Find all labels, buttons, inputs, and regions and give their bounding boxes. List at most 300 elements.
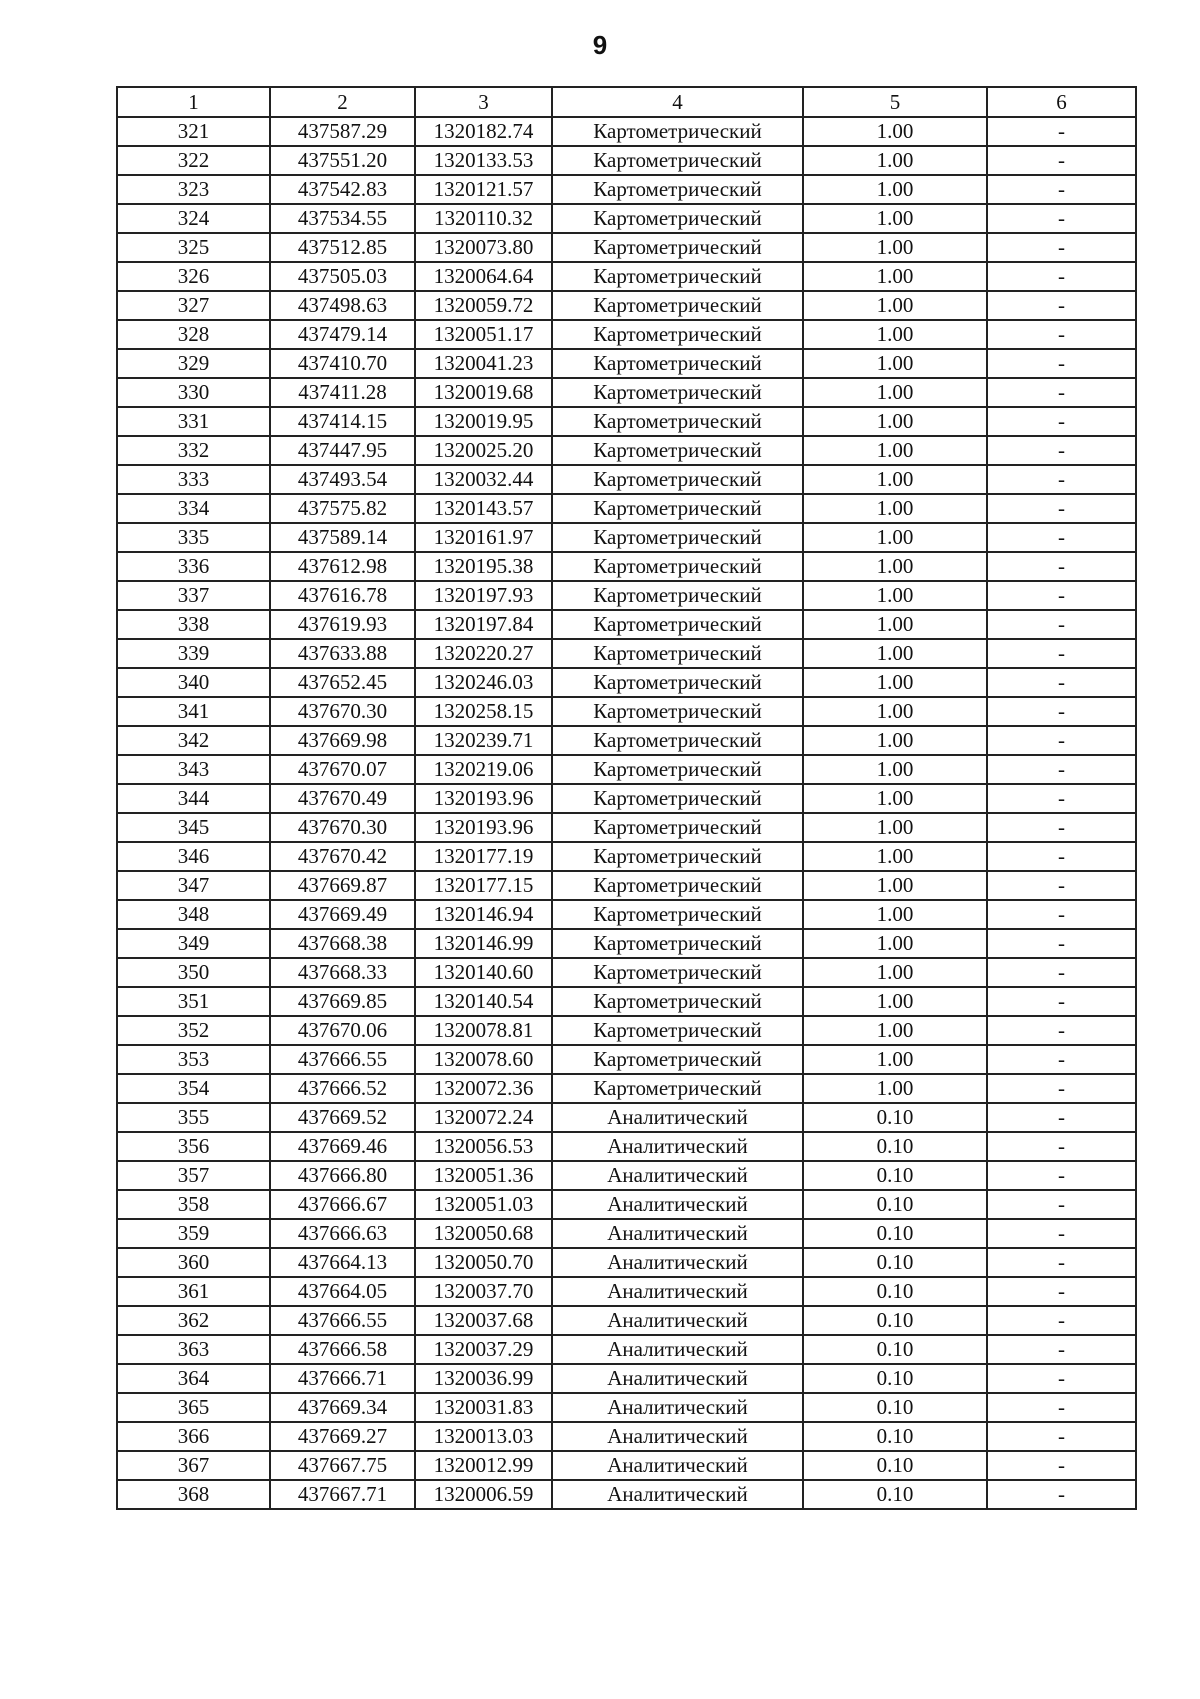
method-cell: Картометрический [552,929,803,958]
table-row [117,552,1136,581]
accuracy-cell: 0.10 [803,1422,987,1451]
point-number-cell: 355 [117,1103,270,1132]
note-cell: - [987,610,1136,639]
table-row [117,1248,1136,1277]
x-coordinate-cell: 437669.46 [270,1132,415,1161]
table-row [117,1277,1136,1306]
x-coordinate-cell: 437666.67 [270,1190,415,1219]
y-coordinate-cell: 1320193.96 [415,784,552,813]
method-cell: Картометрический [552,117,803,146]
x-coordinate-cell: 437668.38 [270,929,415,958]
table-row [117,1335,1136,1364]
x-coordinate-cell: 437633.88 [270,639,415,668]
note-cell: - [987,1161,1136,1190]
x-coordinate-cell: 437479.14 [270,320,415,349]
table-row [117,813,1136,842]
accuracy-cell: 0.10 [803,1219,987,1248]
y-coordinate-cell: 1320239.71 [415,726,552,755]
accuracy-cell: 1.00 [803,233,987,262]
point-number-cell: 348 [117,900,270,929]
method-cell: Картометрический [552,581,803,610]
table-row [117,262,1136,291]
note-cell: - [987,1277,1136,1306]
accuracy-cell: 1.00 [803,1016,987,1045]
point-number-cell: 345 [117,813,270,842]
y-coordinate-cell: 1320195.38 [415,552,552,581]
method-cell: Картометрический [552,900,803,929]
accuracy-cell: 1.00 [803,697,987,726]
accuracy-cell: 1.00 [803,436,987,465]
y-coordinate-cell: 1320036.99 [415,1364,552,1393]
accuracy-cell: 1.00 [803,726,987,755]
note-cell: - [987,697,1136,726]
point-number-cell: 340 [117,668,270,697]
accuracy-cell: 1.00 [803,262,987,291]
method-cell: Картометрический [552,1045,803,1074]
note-cell: - [987,1219,1136,1248]
note-cell: - [987,842,1136,871]
accuracy-cell: 1.00 [803,639,987,668]
note-cell: - [987,871,1136,900]
table-row [117,900,1136,929]
x-coordinate-cell: 437669.85 [270,987,415,1016]
method-cell: Аналитический [552,1422,803,1451]
table-row [117,291,1136,320]
y-coordinate-cell: 1320012.99 [415,1451,552,1480]
y-coordinate-cell: 1320059.72 [415,291,552,320]
y-coordinate-cell: 1320037.29 [415,1335,552,1364]
table-row [117,1074,1136,1103]
accuracy-cell: 0.10 [803,1480,987,1509]
x-coordinate-cell: 437664.13 [270,1248,415,1277]
x-coordinate-cell: 437666.55 [270,1306,415,1335]
point-number-cell: 361 [117,1277,270,1306]
header-cell: 4 [552,87,803,117]
accuracy-cell: 1.00 [803,552,987,581]
note-cell: - [987,1248,1136,1277]
table-row [117,697,1136,726]
point-number-cell: 333 [117,465,270,494]
y-coordinate-cell: 1320078.60 [415,1045,552,1074]
note-cell: - [987,146,1136,175]
table-row [117,436,1136,465]
note-cell: - [987,929,1136,958]
method-cell: Картометрический [552,1016,803,1045]
y-coordinate-cell: 1320220.27 [415,639,552,668]
table-row [117,668,1136,697]
method-cell: Картометрический [552,813,803,842]
x-coordinate-cell: 437410.70 [270,349,415,378]
method-cell: Картометрический [552,987,803,1016]
table-row [117,1016,1136,1045]
accuracy-cell: 1.00 [803,900,987,929]
method-cell: Картометрический [552,436,803,465]
table-row [117,233,1136,262]
method-cell: Аналитический [552,1480,803,1509]
method-cell: Картометрический [552,349,803,378]
accuracy-cell: 1.00 [803,465,987,494]
method-cell: Аналитический [552,1248,803,1277]
table-row [117,204,1136,233]
note-cell: - [987,755,1136,784]
method-cell: Картометрический [552,494,803,523]
accuracy-cell: 0.10 [803,1248,987,1277]
table-row [117,407,1136,436]
x-coordinate-cell: 437542.83 [270,175,415,204]
note-cell: - [987,1364,1136,1393]
x-coordinate-cell: 437587.29 [270,117,415,146]
method-cell: Картометрический [552,697,803,726]
note-cell: - [987,204,1136,233]
point-number-cell: 328 [117,320,270,349]
accuracy-cell: 1.00 [803,146,987,175]
method-cell: Аналитический [552,1219,803,1248]
accuracy-cell: 1.00 [803,320,987,349]
y-coordinate-cell: 1320140.60 [415,958,552,987]
x-coordinate-cell: 437669.98 [270,726,415,755]
note-cell: - [987,262,1136,291]
x-coordinate-cell: 437505.03 [270,262,415,291]
note-cell: - [987,407,1136,436]
accuracy-cell: 1.00 [803,291,987,320]
y-coordinate-cell: 1320051.36 [415,1161,552,1190]
method-cell: Картометрический [552,262,803,291]
y-coordinate-cell: 1320050.68 [415,1219,552,1248]
method-cell: Картометрический [552,465,803,494]
y-coordinate-cell: 1320140.54 [415,987,552,1016]
x-coordinate-cell: 437612.98 [270,552,415,581]
table-row [117,1364,1136,1393]
y-coordinate-cell: 1320146.99 [415,929,552,958]
accuracy-cell: 1.00 [803,958,987,987]
point-number-cell: 323 [117,175,270,204]
y-coordinate-cell: 1320056.53 [415,1132,552,1161]
accuracy-cell: 0.10 [803,1306,987,1335]
x-coordinate-cell: 437669.52 [270,1103,415,1132]
point-number-cell: 322 [117,146,270,175]
accuracy-cell: 1.00 [803,523,987,552]
note-cell: - [987,1422,1136,1451]
table-row [117,175,1136,204]
table-row [117,987,1136,1016]
table-row [117,581,1136,610]
note-cell: - [987,900,1136,929]
table-row [117,1132,1136,1161]
point-number-cell: 364 [117,1364,270,1393]
note-cell: - [987,494,1136,523]
table-row [117,378,1136,407]
accuracy-cell: 0.10 [803,1190,987,1219]
y-coordinate-cell: 1320032.44 [415,465,552,494]
y-coordinate-cell: 1320031.83 [415,1393,552,1422]
point-number-cell: 336 [117,552,270,581]
accuracy-cell: 1.00 [803,784,987,813]
y-coordinate-cell: 1320110.32 [415,204,552,233]
x-coordinate-cell: 437411.28 [270,378,415,407]
y-coordinate-cell: 1320013.03 [415,1422,552,1451]
accuracy-cell: 1.00 [803,378,987,407]
method-cell: Картометрический [552,320,803,349]
x-coordinate-cell: 437667.71 [270,1480,415,1509]
x-coordinate-cell: 437534.55 [270,204,415,233]
point-number-cell: 327 [117,291,270,320]
point-number-cell: 360 [117,1248,270,1277]
y-coordinate-cell: 1320197.93 [415,581,552,610]
accuracy-cell: 1.00 [803,755,987,784]
accuracy-cell: 1.00 [803,1045,987,1074]
y-coordinate-cell: 1320073.80 [415,233,552,262]
note-cell: - [987,291,1136,320]
x-coordinate-cell: 437493.54 [270,465,415,494]
table-row [117,1451,1136,1480]
y-coordinate-cell: 1320064.64 [415,262,552,291]
table-row [117,1161,1136,1190]
y-coordinate-cell: 1320037.68 [415,1306,552,1335]
accuracy-cell: 1.00 [803,929,987,958]
method-cell: Картометрический [552,726,803,755]
page-number: 9 [592,30,608,60]
point-number-cell: 365 [117,1393,270,1422]
x-coordinate-cell: 437664.05 [270,1277,415,1306]
method-cell: Аналитический [552,1190,803,1219]
table-row [117,1045,1136,1074]
accuracy-cell: 1.00 [803,349,987,378]
point-number-cell: 349 [117,929,270,958]
y-coordinate-cell: 1320219.06 [415,755,552,784]
y-coordinate-cell: 1320197.84 [415,610,552,639]
method-cell: Картометрический [552,523,803,552]
accuracy-cell: 1.00 [803,494,987,523]
accuracy-cell: 1.00 [803,871,987,900]
note-cell: - [987,668,1136,697]
note-cell: - [987,1132,1136,1161]
y-coordinate-cell: 1320037.70 [415,1277,552,1306]
note-cell: - [987,465,1136,494]
method-cell: Аналитический [552,1306,803,1335]
x-coordinate-cell: 437667.75 [270,1451,415,1480]
x-coordinate-cell: 437669.27 [270,1422,415,1451]
note-cell: - [987,1045,1136,1074]
point-number-cell: 325 [117,233,270,262]
note-cell: - [987,552,1136,581]
method-cell: Аналитический [552,1393,803,1422]
table-row [117,1393,1136,1422]
method-cell: Картометрический [552,1074,803,1103]
y-coordinate-cell: 1320182.74 [415,117,552,146]
note-cell: - [987,1190,1136,1219]
method-cell: Аналитический [552,1451,803,1480]
method-cell: Картометрический [552,842,803,871]
point-number-cell: 356 [117,1132,270,1161]
header-cell: 6 [987,87,1136,117]
point-number-cell: 334 [117,494,270,523]
note-cell: - [987,349,1136,378]
note-cell: - [987,1393,1136,1422]
point-number-cell: 339 [117,639,270,668]
point-number-cell: 346 [117,842,270,871]
note-cell: - [987,523,1136,552]
table-row [117,842,1136,871]
table-row [117,1219,1136,1248]
x-coordinate-cell: 437669.49 [270,900,415,929]
x-coordinate-cell: 437616.78 [270,581,415,610]
header-cell: 5 [803,87,987,117]
point-number-cell: 321 [117,117,270,146]
point-number-cell: 357 [117,1161,270,1190]
y-coordinate-cell: 1320161.97 [415,523,552,552]
y-coordinate-cell: 1320025.20 [415,436,552,465]
table-row [117,755,1136,784]
point-number-cell: 338 [117,610,270,639]
y-coordinate-cell: 1320143.57 [415,494,552,523]
accuracy-cell: 0.10 [803,1132,987,1161]
x-coordinate-cell: 437652.45 [270,668,415,697]
method-cell: Картометрический [552,784,803,813]
header-cell: 3 [415,87,552,117]
table-body [117,117,1136,1509]
note-cell: - [987,1306,1136,1335]
point-number-cell: 329 [117,349,270,378]
point-number-cell: 324 [117,204,270,233]
x-coordinate-cell: 437414.15 [270,407,415,436]
method-cell: Картометрический [552,378,803,407]
note-cell: - [987,1451,1136,1480]
x-coordinate-cell: 437498.63 [270,291,415,320]
point-number-cell: 343 [117,755,270,784]
x-coordinate-cell: 437589.14 [270,523,415,552]
note-cell: - [987,581,1136,610]
table-row [117,146,1136,175]
x-coordinate-cell: 437666.58 [270,1335,415,1364]
accuracy-cell: 1.00 [803,581,987,610]
note-cell: - [987,1335,1136,1364]
point-number-cell: 344 [117,784,270,813]
note-cell: - [987,813,1136,842]
table-header [117,87,1136,117]
method-cell: Аналитический [552,1277,803,1306]
note-cell: - [987,1016,1136,1045]
method-cell: Аналитический [552,1364,803,1393]
table-row [117,1306,1136,1335]
table-row [117,610,1136,639]
note-cell: - [987,958,1136,987]
accuracy-cell: 1.00 [803,175,987,204]
y-coordinate-cell: 1320072.36 [415,1074,552,1103]
note-cell: - [987,784,1136,813]
note-cell: - [987,233,1136,262]
table-row [117,784,1136,813]
point-number-cell: 363 [117,1335,270,1364]
y-coordinate-cell: 1320246.03 [415,668,552,697]
accuracy-cell: 0.10 [803,1451,987,1480]
x-coordinate-cell: 437619.93 [270,610,415,639]
point-number-cell: 337 [117,581,270,610]
method-cell: Картометрический [552,291,803,320]
accuracy-cell: 0.10 [803,1393,987,1422]
table-row [117,349,1136,378]
method-cell: Картометрический [552,610,803,639]
accuracy-cell: 1.00 [803,407,987,436]
method-cell: Картометрический [552,639,803,668]
method-cell: Аналитический [552,1161,803,1190]
x-coordinate-cell: 437669.34 [270,1393,415,1422]
table-row [117,320,1136,349]
y-coordinate-cell: 1320072.24 [415,1103,552,1132]
note-cell: - [987,175,1136,204]
method-cell: Аналитический [552,1132,803,1161]
x-coordinate-cell: 437670.30 [270,697,415,726]
table-row [117,639,1136,668]
method-cell: Картометрический [552,958,803,987]
table-row [117,1190,1136,1219]
point-number-cell: 335 [117,523,270,552]
y-coordinate-cell: 1320051.17 [415,320,552,349]
table-row [117,523,1136,552]
header-cell: 2 [270,87,415,117]
table-row [117,929,1136,958]
point-number-cell: 358 [117,1190,270,1219]
x-coordinate-cell: 437551.20 [270,146,415,175]
y-coordinate-cell: 1320146.94 [415,900,552,929]
point-number-cell: 351 [117,987,270,1016]
point-number-cell: 362 [117,1306,270,1335]
note-cell: - [987,117,1136,146]
note-cell: - [987,726,1136,755]
table-row [117,1103,1136,1132]
note-cell: - [987,987,1136,1016]
table-row [117,871,1136,900]
x-coordinate-cell: 437447.95 [270,436,415,465]
y-coordinate-cell: 1320177.15 [415,871,552,900]
point-number-cell: 326 [117,262,270,291]
accuracy-cell: 0.10 [803,1161,987,1190]
x-coordinate-cell: 437575.82 [270,494,415,523]
x-coordinate-cell: 437668.33 [270,958,415,987]
x-coordinate-cell: 437512.85 [270,233,415,262]
accuracy-cell: 0.10 [803,1103,987,1132]
method-cell: Картометрический [552,407,803,436]
point-number-cell: 354 [117,1074,270,1103]
x-coordinate-cell: 437670.07 [270,755,415,784]
x-coordinate-cell: 437670.30 [270,813,415,842]
method-cell: Картометрический [552,204,803,233]
point-number-cell: 341 [117,697,270,726]
point-number-cell: 347 [117,871,270,900]
point-number-cell: 350 [117,958,270,987]
note-cell: - [987,1074,1136,1103]
method-cell: Аналитический [552,1335,803,1364]
method-cell: Картометрический [552,552,803,581]
y-coordinate-cell: 1320078.81 [415,1016,552,1045]
accuracy-cell: 0.10 [803,1335,987,1364]
accuracy-cell: 1.00 [803,842,987,871]
point-number-cell: 331 [117,407,270,436]
note-cell: - [987,320,1136,349]
point-number-cell: 368 [117,1480,270,1509]
y-coordinate-cell: 1320133.53 [415,146,552,175]
header-row [117,87,1136,117]
accuracy-cell: 1.00 [803,117,987,146]
note-cell: - [987,1480,1136,1509]
y-coordinate-cell: 1320258.15 [415,697,552,726]
method-cell: Аналитический [552,1103,803,1132]
y-coordinate-cell: 1320177.19 [415,842,552,871]
table-row [117,726,1136,755]
x-coordinate-cell: 437666.52 [270,1074,415,1103]
y-coordinate-cell: 1320193.96 [415,813,552,842]
header-cell: 1 [117,87,270,117]
x-coordinate-cell: 437666.80 [270,1161,415,1190]
